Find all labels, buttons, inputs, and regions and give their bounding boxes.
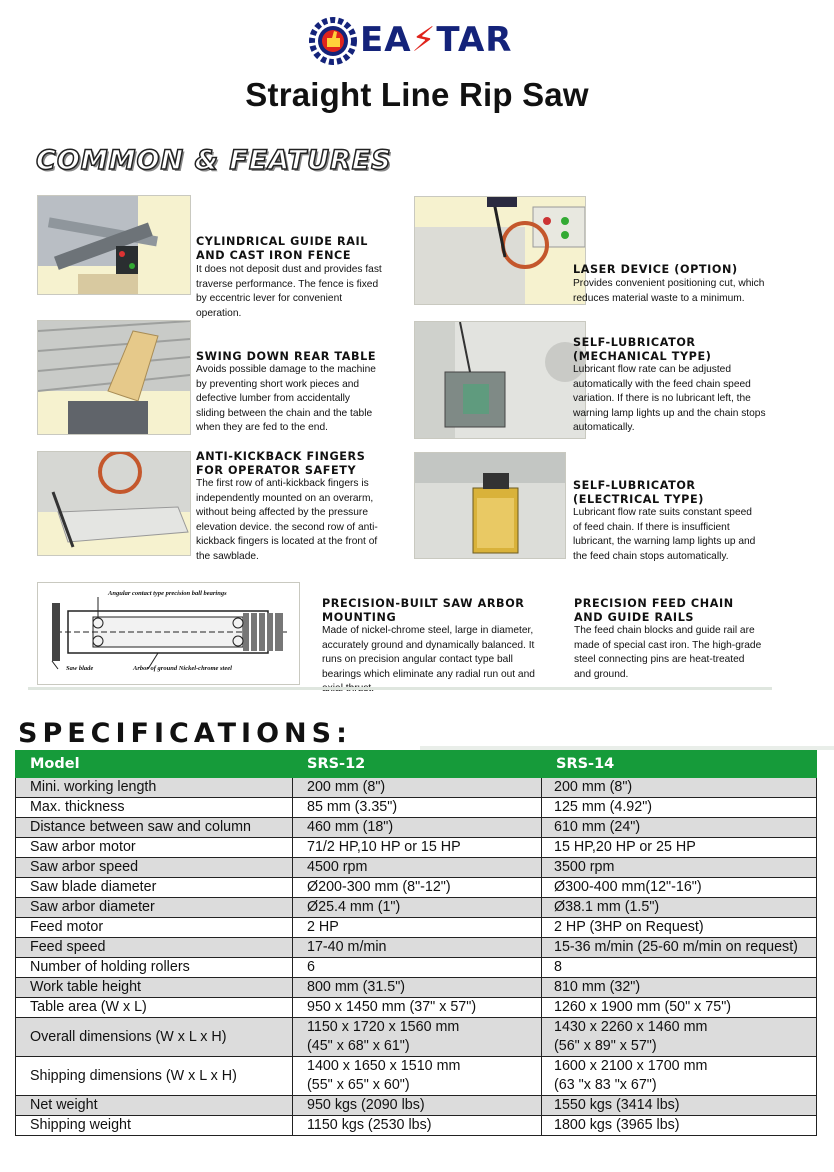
table-row bbox=[16, 958, 817, 978]
column-header: SRS-14 bbox=[542, 751, 817, 778]
table-row bbox=[16, 1116, 817, 1136]
feature-title-kickback: ANTI-KICKBACK FINGERS FOR OPERATOR SAFETY bbox=[196, 450, 366, 477]
table-row bbox=[16, 998, 817, 1018]
table-cell: Ø38.1 mm (1.5") bbox=[542, 898, 817, 918]
specifications-table bbox=[15, 750, 817, 1136]
table-cell: 950 kgs (2090 lbs) bbox=[293, 1096, 542, 1116]
table-cell: 4500 rpm bbox=[293, 858, 542, 878]
features-heading: COMMON & FEATURES bbox=[36, 145, 392, 176]
table-cell: 1430 x 2260 x 1460 mm (56" x 89" x 57") bbox=[542, 1018, 817, 1057]
table-cell: Max. thickness bbox=[16, 798, 293, 818]
table-cell: Mini. working length bbox=[16, 778, 293, 798]
table-row bbox=[16, 898, 817, 918]
feature-title-lube-elec: SELF-LUBRICATOR (ELECTRICAL TYPE) bbox=[573, 479, 704, 506]
column-header: SRS-12 bbox=[293, 751, 542, 778]
table-row bbox=[16, 978, 817, 998]
column-header: Model bbox=[16, 751, 293, 778]
table-cell: 1150 kgs (2530 lbs) bbox=[293, 1116, 542, 1136]
feature-desc-feed-chain: The feed chain blocks and guide rail are made of special cast iron. The high-grade steel connecting pins are heat-treated and ground. bbox=[574, 625, 762, 680]
section-divider bbox=[28, 687, 772, 690]
table-cell: Overall dimensions (W x L x H) bbox=[16, 1018, 293, 1057]
table-header-row bbox=[16, 751, 817, 778]
table-cell: Distance between saw and column bbox=[16, 818, 293, 838]
table-row bbox=[16, 1018, 817, 1057]
table-cell: 6 bbox=[293, 958, 542, 978]
table-cell: 8 bbox=[542, 958, 817, 978]
brand-logo bbox=[308, 12, 518, 68]
mechanical-lubricator-photo bbox=[414, 321, 586, 439]
feature-desc-rear-table: Avoids possible damage to the machine by preventing short work pieces and defective lumber from accidentally sliding between the chain and the table when they are fed to the end. bbox=[196, 364, 376, 433]
feature-title-lube-mech: SELF-LUBRICATOR (MECHANICAL TYPE) bbox=[573, 336, 712, 363]
table-row bbox=[16, 838, 817, 858]
table-cell: 125 mm (4.92") bbox=[542, 798, 817, 818]
saw-blade-label: Saw blade bbox=[66, 665, 94, 672]
rear-table-photo bbox=[37, 320, 191, 435]
table-row bbox=[16, 918, 817, 938]
table-cell: 950 x 1450 mm (37" x 57") bbox=[293, 998, 542, 1018]
table-cell: 2 HP (3HP on Request) bbox=[542, 918, 817, 938]
table-row bbox=[16, 798, 817, 818]
feature-title-laser: LASER DEVICE (OPTION) bbox=[573, 263, 738, 276]
table-cell: Saw blade diameter bbox=[16, 878, 293, 898]
table-cell: Number of holding rollers bbox=[16, 958, 293, 978]
table-cell: Work table height bbox=[16, 978, 293, 998]
logo-wordmark: EA⚡TAR bbox=[360, 20, 513, 60]
electrical-lubricator-photo bbox=[414, 452, 566, 559]
table-cell: Net weight bbox=[16, 1096, 293, 1116]
table-cell: 1550 kgs (3414 lbs) bbox=[542, 1096, 817, 1116]
table-cell: 71/2 HP,10 HP or 15 HP bbox=[293, 838, 542, 858]
table-cell: Shipping weight bbox=[16, 1116, 293, 1136]
table-row bbox=[16, 1057, 817, 1096]
feature-desc-kickback: The first row of anti-kickback fingers is independently mounted on an overarm, without being affected by the pressure elevation device. the second row of anti-kickback fingers is located at the front of the sawblade. bbox=[196, 478, 378, 562]
page-title: Straight Line Rip Saw bbox=[245, 76, 589, 113]
table-cell: Feed motor bbox=[16, 918, 293, 938]
table-cell: Saw arbor diameter bbox=[16, 898, 293, 918]
table-cell: Saw arbor speed bbox=[16, 858, 293, 878]
table-cell: Ø300-400 mm(12"-16") bbox=[542, 878, 817, 898]
table-cell: 1400 x 1650 x 1510 mm (55" x 65" x 60") bbox=[293, 1057, 542, 1096]
arbor-label: Arbor of ground Nickel-chrome steel bbox=[133, 665, 232, 672]
feature-title-rear-table: SWING DOWN REAR TABLE bbox=[196, 350, 377, 363]
kickback-fingers-photo bbox=[37, 451, 191, 556]
arbor-diagram bbox=[37, 582, 300, 685]
feature-title-guide-rail: CYLINDRICAL GUIDE RAIL AND CAST IRON FENCE bbox=[196, 235, 368, 262]
feature-desc-laser: Provides convenient positioning cut, which reduces material waste to a minimum. bbox=[573, 278, 765, 304]
table-row bbox=[16, 938, 817, 958]
table-row bbox=[16, 1096, 817, 1116]
table-cell: 610 mm (24") bbox=[542, 818, 817, 838]
table-cell: 2 HP bbox=[293, 918, 542, 938]
feature-desc-arbor: Made of nickel-chrome steel, large in diameter, accurately ground and dynamically balanced. It runs on precision angular contact type ball bearings which eliminate any radial run out and bbox=[322, 625, 535, 680]
table-cell: 1600 x 2100 x 1700 mm (63 "x 83 "x 67") bbox=[542, 1057, 817, 1096]
feature-desc-lube-elec: Lubricant flow rate suits constant speed of feed chain. If there is insufficient lubricant, the warning lamp lights up and the feed chain stops automatically. bbox=[573, 507, 756, 562]
table-cell: 85 mm (3.35") bbox=[293, 798, 542, 818]
table-cell: 460 mm (18") bbox=[293, 818, 542, 838]
table-cell: 200 mm (8") bbox=[542, 778, 817, 798]
table-cell: 1260 x 1900 mm (50" x 75") bbox=[542, 998, 817, 1018]
bearings-label: Angular contact type precision ball bearings bbox=[108, 590, 227, 597]
table-cell: Saw arbor motor bbox=[16, 838, 293, 858]
feature-desc-guide-rail: It does not deposit dust and provides fast traverse performance. The fence is fixed by eccentric lever for convenient operation. bbox=[196, 264, 382, 319]
specifications-heading: SPECIFICATIONS: bbox=[18, 718, 352, 749]
table-cell: Ø200-300 mm (8"-12") bbox=[293, 878, 542, 898]
guide-rail-photo bbox=[37, 195, 191, 295]
table-cell: 3500 rpm bbox=[542, 858, 817, 878]
table-cell: Ø25.4 mm (1") bbox=[293, 898, 542, 918]
feature-title-arbor: PRECISION-BUILT SAW ARBOR MOUNTING bbox=[322, 597, 525, 624]
table-cell: 810 mm (32") bbox=[542, 978, 817, 998]
feature-desc-lube-mech: Lubricant flow rate can be adjusted automatically with the feed chain speed variation. If there is no lubricant left, the warning lamp lights up and the chain stops automatically. bbox=[573, 364, 766, 433]
table-cell: Table area (W x L) bbox=[16, 998, 293, 1018]
table-cell: 200 mm (8") bbox=[293, 778, 542, 798]
table-cell: 17-40 m/min bbox=[293, 938, 542, 958]
laser-photo bbox=[414, 196, 586, 305]
table-cell: Feed speed bbox=[16, 938, 293, 958]
table-cell: 1150 x 1720 x 1560 mm (45" x 68" x 61") bbox=[293, 1018, 542, 1057]
table-row bbox=[16, 878, 817, 898]
gear-thumb-icon bbox=[308, 16, 358, 66]
table-row bbox=[16, 818, 817, 838]
table-cell: 15-36 m/min (25-60 m/min on request) bbox=[542, 938, 817, 958]
table-row bbox=[16, 778, 817, 798]
table-cell: 15 HP,20 HP or 25 HP bbox=[542, 838, 817, 858]
feature-title-feed-chain: PRECISION FEED CHAIN AND GUIDE RAILS bbox=[574, 597, 734, 624]
table-cell: 800 mm (31.5") bbox=[293, 978, 542, 998]
table-row bbox=[16, 858, 817, 878]
table-cell: 1800 kgs (3965 lbs) bbox=[542, 1116, 817, 1136]
table-cell: Shipping dimensions (W x L x H) bbox=[16, 1057, 293, 1096]
